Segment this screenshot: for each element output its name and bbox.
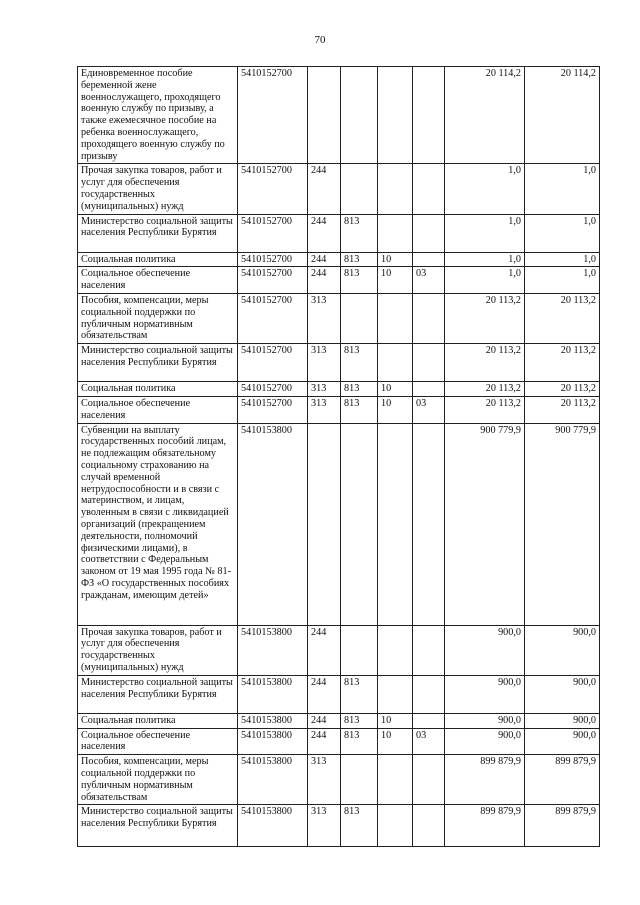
row-amount-1-cell: 1,0 xyxy=(445,267,525,294)
row-subsection-cell: 03 xyxy=(413,396,445,423)
page-number: 70 xyxy=(314,34,326,46)
row-amount-1-cell: 20 114,2 xyxy=(445,67,525,164)
row-expense-type-cell: 244 xyxy=(308,252,341,267)
row-expense-type-cell: 244 xyxy=(308,728,341,755)
row-name-cell: Пособия, компенсации, меры социальной поддержки по публичным нормативным обязательствам xyxy=(78,755,238,805)
row-subsection-cell xyxy=(413,164,445,214)
row-ministry-code-cell xyxy=(341,67,378,164)
row-name-cell: Социальная политика xyxy=(78,713,238,728)
row-amount-2-cell: 1,0 xyxy=(525,214,600,252)
row-amount-1-cell: 1,0 xyxy=(445,164,525,214)
row-subsection-cell xyxy=(413,344,445,382)
row-name-cell: Министерство социальной защиты населения Республики Бурятия xyxy=(78,675,238,713)
row-amount-2-cell: 900,0 xyxy=(525,625,600,675)
table-row xyxy=(78,293,600,343)
row-amount-2-cell: 1,0 xyxy=(525,252,600,267)
row-code-cell: 5410152700 xyxy=(238,214,308,252)
table-row xyxy=(78,267,600,294)
table-row xyxy=(78,67,600,164)
row-code-cell: 5410152700 xyxy=(238,164,308,214)
row-section-cell: 10 xyxy=(378,267,413,294)
row-expense-type-cell xyxy=(308,423,341,625)
table-row xyxy=(78,625,600,675)
row-name-cell: Министерство социальной защиты населения Республики Бурятия xyxy=(78,805,238,847)
table-row xyxy=(78,675,600,713)
row-code-cell: 5410153800 xyxy=(238,755,308,805)
row-code-cell: 5410152700 xyxy=(238,396,308,423)
row-section-cell: 10 xyxy=(378,728,413,755)
table-row xyxy=(78,755,600,805)
table-row xyxy=(78,396,600,423)
row-amount-2-cell: 900 779,9 xyxy=(525,423,600,625)
row-code-cell: 5410152700 xyxy=(238,293,308,343)
row-subsection-cell xyxy=(413,755,445,805)
row-section-cell xyxy=(378,423,413,625)
row-amount-2-cell: 20 113,2 xyxy=(525,293,600,343)
row-code-cell: 5410153800 xyxy=(238,805,308,847)
row-ministry-code-cell xyxy=(341,293,378,343)
row-amount-1-cell: 900,0 xyxy=(445,675,525,713)
row-ministry-code-cell: 813 xyxy=(341,344,378,382)
row-amount-2-cell: 899 879,9 xyxy=(525,755,600,805)
row-amount-2-cell: 20 113,2 xyxy=(525,396,600,423)
row-code-cell: 5410153800 xyxy=(238,625,308,675)
row-code-cell: 5410152700 xyxy=(238,67,308,164)
row-expense-type-cell xyxy=(308,67,341,164)
row-section-cell xyxy=(378,675,413,713)
row-amount-1-cell: 900,0 xyxy=(445,713,525,728)
row-name-cell: Прочая закупка товаров, работ и услуг для обеспечения государственных (муниципальных) нужд xyxy=(78,625,238,675)
row-subsection-cell: 03 xyxy=(413,267,445,294)
table-row xyxy=(78,423,600,625)
row-name-cell: Министерство социальной защиты населения Республики Бурятия xyxy=(78,214,238,252)
row-section-cell xyxy=(378,293,413,343)
row-subsection-cell xyxy=(413,675,445,713)
row-amount-2-cell: 900,0 xyxy=(525,675,600,713)
row-section-cell: 10 xyxy=(378,713,413,728)
row-amount-1-cell: 20 113,2 xyxy=(445,344,525,382)
row-amount-1-cell: 900,0 xyxy=(445,728,525,755)
row-expense-type-cell: 313 xyxy=(308,755,341,805)
row-expense-type-cell: 244 xyxy=(308,713,341,728)
row-ministry-code-cell xyxy=(341,755,378,805)
row-code-cell: 5410153800 xyxy=(238,675,308,713)
row-expense-type-cell: 313 xyxy=(308,396,341,423)
row-section-cell: 10 xyxy=(378,382,413,397)
row-subsection-cell xyxy=(413,713,445,728)
row-code-cell: 5410152700 xyxy=(238,267,308,294)
row-subsection-cell xyxy=(413,423,445,625)
row-amount-1-cell: 899 879,9 xyxy=(445,755,525,805)
row-amount-2-cell: 1,0 xyxy=(525,164,600,214)
row-name-cell: Прочая закупка товаров, работ и услуг для обеспечения государственных (муниципальных) нужд xyxy=(78,164,238,214)
row-name-cell: Пособия, компенсации, меры социальной поддержки по публичным нормативным обязательствам xyxy=(78,293,238,343)
row-ministry-code-cell: 813 xyxy=(341,267,378,294)
table-row xyxy=(78,164,600,214)
table-row xyxy=(78,382,600,397)
row-subsection-cell xyxy=(413,293,445,343)
row-amount-1-cell: 20 113,2 xyxy=(445,396,525,423)
row-subsection-cell xyxy=(413,805,445,847)
row-ministry-code-cell: 813 xyxy=(341,214,378,252)
row-code-cell: 5410153800 xyxy=(238,423,308,625)
row-ministry-code-cell: 813 xyxy=(341,805,378,847)
row-amount-2-cell: 20 113,2 xyxy=(525,382,600,397)
table-row xyxy=(78,713,600,728)
row-section-cell: 10 xyxy=(378,252,413,267)
row-amount-2-cell: 20 114,2 xyxy=(525,67,600,164)
row-name-cell: Социальное обеспечение населения xyxy=(78,728,238,755)
row-section-cell xyxy=(378,805,413,847)
row-name-cell: Субвенции на выплату государственных пособий лицам, не подлежащим обязательному социальному страхованию на случай временной нетрудоспособности и в связи с материнством, и лицам, уволенным в связи с ликвидацией организаций (прекращением деятельности, полномочий физическими лицами), в соответствии с Федеральным законом от 19 мая 1995 года № 81-ФЗ «О государственных пособиях гражданам, имеющим детей» xyxy=(78,423,238,625)
row-subsection-cell xyxy=(413,214,445,252)
row-subsection-cell xyxy=(413,382,445,397)
row-name-cell: Социальная политика xyxy=(78,252,238,267)
row-ministry-code-cell: 813 xyxy=(341,382,378,397)
row-amount-1-cell: 1,0 xyxy=(445,214,525,252)
row-code-cell: 5410153800 xyxy=(238,728,308,755)
row-expense-type-cell: 244 xyxy=(308,267,341,294)
row-ministry-code-cell: 813 xyxy=(341,713,378,728)
row-code-cell: 5410152700 xyxy=(238,344,308,382)
row-ministry-code-cell: 813 xyxy=(341,252,378,267)
row-expense-type-cell: 313 xyxy=(308,805,341,847)
row-amount-1-cell: 1,0 xyxy=(445,252,525,267)
row-ministry-code-cell xyxy=(341,625,378,675)
row-section-cell xyxy=(378,67,413,164)
row-amount-2-cell: 1,0 xyxy=(525,267,600,294)
row-name-cell: Единовременное пособие беременной жене военнослужащего, проходящего военную службу по призыву, а также ежемесячное пособие на ребенка военнослужащего, проходящего военную службу по призыву xyxy=(78,67,238,164)
row-subsection-cell: 03 xyxy=(413,728,445,755)
row-subsection-cell xyxy=(413,252,445,267)
table-row xyxy=(78,252,600,267)
row-code-cell: 5410152700 xyxy=(238,382,308,397)
row-amount-1-cell: 900,0 xyxy=(445,625,525,675)
row-ministry-code-cell xyxy=(341,164,378,214)
row-expense-type-cell: 244 xyxy=(308,214,341,252)
row-subsection-cell xyxy=(413,67,445,164)
budget-table xyxy=(77,66,600,847)
row-section-cell: 10 xyxy=(378,396,413,423)
row-section-cell xyxy=(378,164,413,214)
row-expense-type-cell: 313 xyxy=(308,382,341,397)
row-ministry-code-cell xyxy=(341,423,378,625)
row-name-cell: Социальное обеспечение населения xyxy=(78,396,238,423)
row-name-cell: Министерство социальной защиты населения Республики Бурятия xyxy=(78,344,238,382)
row-amount-2-cell: 20 113,2 xyxy=(525,344,600,382)
row-name-cell: Социальная политика xyxy=(78,382,238,397)
table-row xyxy=(78,728,600,755)
row-ministry-code-cell: 813 xyxy=(341,728,378,755)
table-row xyxy=(78,805,600,847)
row-code-cell: 5410153800 xyxy=(238,713,308,728)
row-expense-type-cell: 313 xyxy=(308,344,341,382)
row-subsection-cell xyxy=(413,625,445,675)
row-expense-type-cell: 313 xyxy=(308,293,341,343)
row-expense-type-cell: 244 xyxy=(308,675,341,713)
row-section-cell xyxy=(378,214,413,252)
row-section-cell xyxy=(378,625,413,675)
row-expense-type-cell: 244 xyxy=(308,625,341,675)
row-name-cell: Социальное обеспечение населения xyxy=(78,267,238,294)
row-ministry-code-cell: 813 xyxy=(341,675,378,713)
row-code-cell: 5410152700 xyxy=(238,252,308,267)
row-amount-1-cell: 20 113,2 xyxy=(445,382,525,397)
table-row xyxy=(78,344,600,382)
row-expense-type-cell: 244 xyxy=(308,164,341,214)
row-amount-1-cell: 900 779,9 xyxy=(445,423,525,625)
table-row xyxy=(78,214,600,252)
row-amount-1-cell: 20 113,2 xyxy=(445,293,525,343)
row-amount-1-cell: 899 879,9 xyxy=(445,805,525,847)
row-amount-2-cell: 899 879,9 xyxy=(525,805,600,847)
row-section-cell xyxy=(378,755,413,805)
row-section-cell xyxy=(378,344,413,382)
row-amount-2-cell: 900,0 xyxy=(525,713,600,728)
row-amount-2-cell: 900,0 xyxy=(525,728,600,755)
row-ministry-code-cell: 813 xyxy=(341,396,378,423)
